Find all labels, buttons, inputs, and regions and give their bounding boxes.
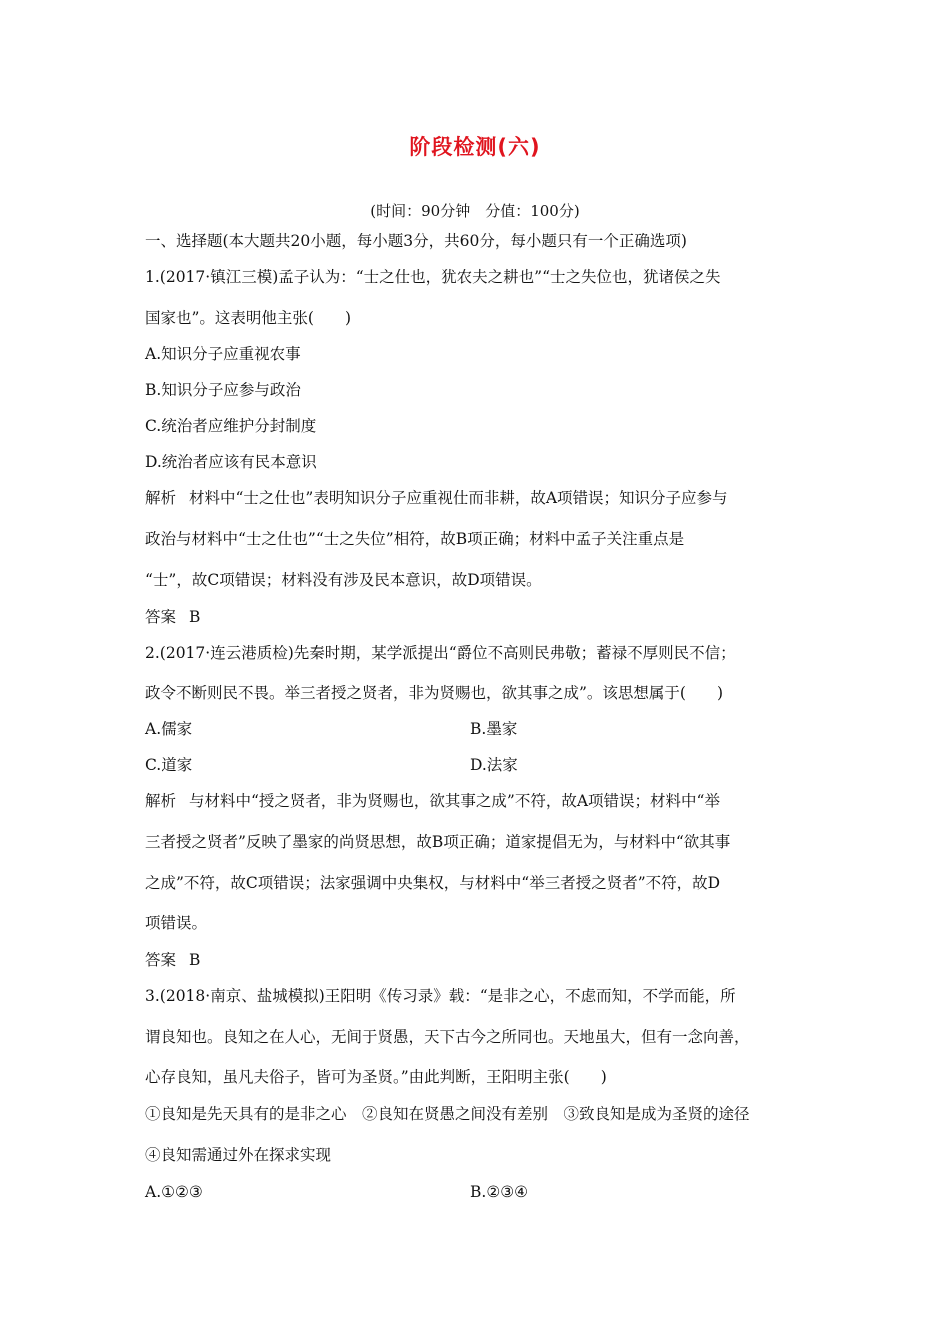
answer-label: 答案 (145, 608, 177, 626)
q2-option-c: C.道家 (145, 756, 193, 774)
q1-answer: 答案 B (145, 608, 201, 626)
q1-analysis-line-2: 政治与材料中“士之仕也”“士之失位”相符，故B项正确；材料中孟子关注重点是 (145, 530, 685, 548)
q1-analysis-line-1: 解析 材料中“士之仕也”表明知识分子应重视仕而非耕，故A项错误；知识分子应参与 (145, 489, 728, 507)
q1-analysis-line-3: “士”，故C项错误；材料没有涉及民本意识，故D项错误。 (145, 571, 542, 589)
q1-option-c: C.统治者应维护分封制度 (145, 417, 317, 435)
q1-stem-line-1: 1.(2017·镇江三模)孟子认为：“士之仕也，犹农夫之耕也”“士之失位也，犹诸侯之失 (145, 268, 721, 286)
analysis-label: 解析 (145, 792, 177, 810)
q3-option-a: A.①②③ (145, 1183, 203, 1201)
q2-answer: 答案 B (145, 951, 201, 969)
q1-stem-line-2: 国家也”。这表明他主张( ) (145, 309, 352, 327)
q3-items-line-1: ①良知是先天具有的是非之心 ②良知在贤愚之间没有差别 ③致良知是成为圣贤的途径 (145, 1105, 750, 1123)
q3-stem-line-2: 谓良知也。良知之在人心，无间于贤愚，天下古今之所同也。天地虽大，但有一念向善， (145, 1028, 750, 1046)
q2-analysis-line-1: 解析 与材料中“授之贤者，非为贤赐也，欲其事之成”不符，故A项错误；材料中“举 (145, 792, 720, 810)
analysis-label: 解析 (145, 489, 177, 507)
q3-items-line-2: ④良知需通过外在探求实现 (145, 1146, 332, 1164)
q2-analysis-line-4: 项错误。 (145, 914, 208, 932)
q1-option-d: D.统治者应该有民本意识 (145, 453, 317, 471)
q3-option-b: B.②③④ (470, 1183, 529, 1201)
q2-analysis-line-3: 之成”不符，故C项错误；法家强调中央集权，与材料中“举三者授之贤者”不符，故D (145, 874, 721, 892)
q1-option-a: A.知识分子应重视农事 (145, 345, 301, 363)
q2-stem-line-1: 2.(2017·连云港质检)先秦时期，某学派提出“爵位不高则民弗敬；蓄禄不厚则民不信； (145, 644, 736, 662)
q2-option-b: B.墨家 (470, 720, 518, 738)
q3-stem-line-3: 心存良知，虽凡夫俗子，皆可为圣贤。”由此判断，王阳明主张( ) (145, 1068, 607, 1086)
q2-analysis-line-2: 三者授之贤者”反映了墨家的尚贤思想，故B项正确；道家提倡无为，与材料中“欲其事 (145, 833, 731, 851)
q1-option-b: B.知识分子应参与政治 (145, 381, 301, 399)
q2-stem-line-2: 政令不断则民不畏。举三者授之贤者，非为贤赐也，欲其事之成”。该思想属于( ) (145, 684, 724, 702)
exam-info: (时间：90分钟 分值：100分) (370, 202, 580, 220)
q2-option-a: A.儒家 (145, 720, 193, 738)
q3-stem-line-1: 3.(2018·南京、盐城模拟)王阳明《传习录》载：“是非之心，不虑而知，不学而能，所 (145, 987, 736, 1005)
page-title: 阶段检测(六) (409, 135, 541, 159)
q2-option-d: D.法家 (470, 756, 518, 774)
section-heading: 一、选择题(本大题共20小题，每小题3分，共60分，每小题只有一个正确选项) (145, 232, 687, 250)
answer-label: 答案 (145, 951, 177, 969)
